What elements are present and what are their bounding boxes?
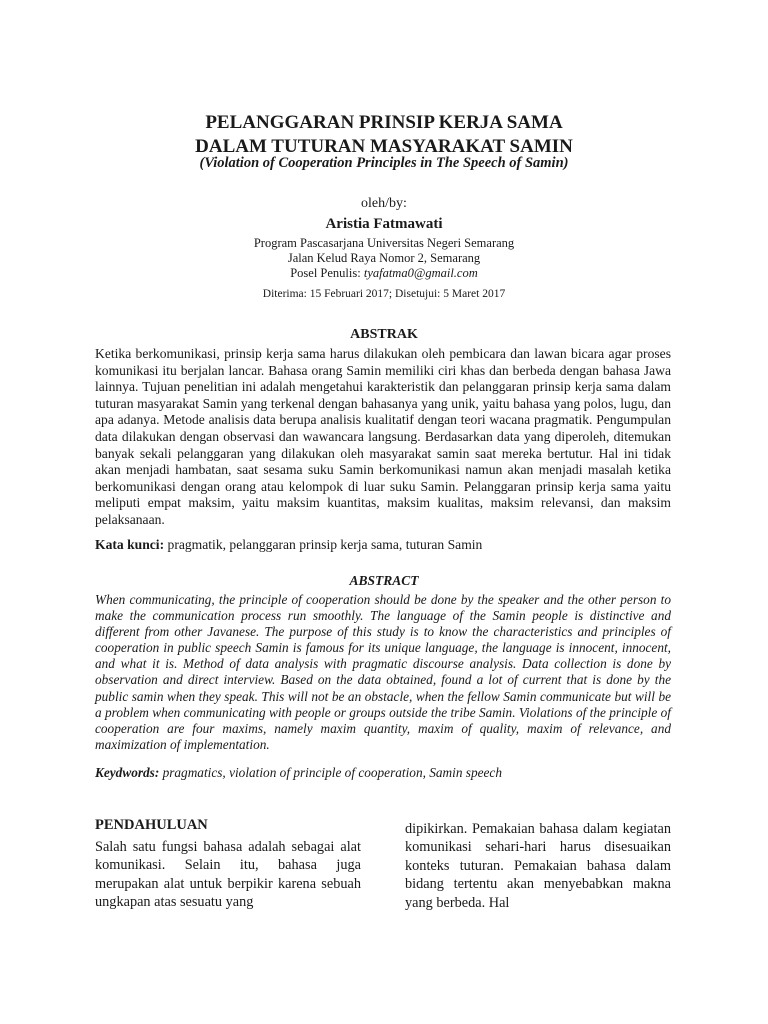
byline-label: oleh/by: <box>361 196 407 211</box>
kata-kunci-label: Kata kunci: <box>95 537 165 552</box>
abstract-body: When communicating, the principle of cooperation should be done by the speaker and the other person to make the communication process run smoothly. The language of the Samin people is distinctive and different from other Javanese. The purpose of this study is to know the characteristics and principles of cooperation in public speech Samin is famous for its unique language, the language is innocent, innocent, and what it is. Method of data analysis with pragmatic discourse analysis. Data collection is done by observation and direct interview. Based on the data obtained, found a lot of current that is done by the public samin when they speak. This will not be an obstacle, when the fellow Samin communicate but will be a problem when communicating with people or groups outside the tribe Samin. Violations of the principle of cooperation are four maxims, namely maxim quantity, maxim of quality, maxim of relevance, and maximization of implementation. <box>95 592 671 752</box>
kata-kunci-values: pragmatik, pelanggaran prinsip kerja sama, tuturan Samin <box>164 537 483 552</box>
keywords <box>95 765 671 781</box>
intro-heading: PENDAHULUAN <box>95 817 208 833</box>
intro-right-column: dipikirkan. Pemakaian bahasa dalam kegiatan komunikasi sehari-hari harus disesuaikan konteks tuturan. Pemakaian bahasa dalam bidang tertentu akan menyebabkan makna yang berbeda. Hal <box>405 821 671 911</box>
email-label: Posel Penulis: <box>290 266 364 280</box>
author-email: tyafatma0@gmail.com <box>363 266 478 280</box>
title-line-2: DALAM TUTURAN MASYARAKAT SAMIN <box>195 136 573 157</box>
keywords-values: pragmatics, violation of principle of cooperation, Samin speech <box>159 765 502 780</box>
affiliation-line-1: Program Pascasarjana Universitas Negeri Semarang <box>253 236 515 250</box>
abstract-heading: ABSTRACT <box>349 573 419 588</box>
kata-kunci <box>95 537 671 553</box>
abstrak-heading: ABSTRAK <box>350 327 418 342</box>
keywords-label: Keydwords: <box>95 765 160 780</box>
author-email-line <box>0 266 768 281</box>
title-line-1: PELANGGARAN PRINSIP KERJA SAMA <box>205 112 563 133</box>
intro-left-column: Salah satu fungsi bahasa adalah sebagai alat komunikasi. Selain itu, bahasa juga merupakan alat untuk berpikir karena sebuah ungkapan atas sesuatu yang <box>95 839 361 911</box>
paper-subtitle: (Violation of Cooperation Principles in The Speech of Samin) <box>199 155 569 171</box>
author-affiliation <box>0 236 768 281</box>
paper-title <box>0 111 768 159</box>
author-name: Aristia Fatmawati <box>325 216 443 232</box>
submission-dates: Diterima: 15 Februari 2017; Disetujui: 5 Maret 2017 <box>262 288 506 300</box>
affiliation-line-2: Jalan Kelud Raya Nomor 2, Semarang <box>287 251 481 265</box>
abstrak-body: Ketika berkomunikasi, prinsip kerja sama harus dilakukan oleh pembicara dan lawan bicara agar proses komunikasi itu berjalan lancar. Bahasa orang Samin memiliki ciri khas dan berbeda dengan bahasa Jawa lainnya. Tujuan penelitian ini adalah mengetahui karakteristik dan pelanggaran prinsip kerja sama dalam tuturan masyarakat Samin yang terkenal dengan bahasanya yang unik, yaitu bahasa yang polos, lugu, dan apa adanya. Metode analisis data berupa analisis kualitatif dengan teori wacana pragmatik. Pengumpulan data dilakukan dengan observasi dan wawancara langsung. Berdasarkan data yang diperoleh, ditemukan banyak sekali pelanggaran yang dilakukan oleh masyarakat samin saat mereka bertutur. Hal ini tidak akan menjadi hambatan, saat sesama suku Samin berkomunikasi namun akan menjadi masalah ketika berkomunikasi dengan orang atau kelompok di luar suku Samin. Pelanggaran prinsip kerja sama yaitu meliputi empat maksim, yaitu maksim kuantitas, maksim kualitas, maksim relevansi, dan maksim pelaksanaan. <box>95 346 671 527</box>
